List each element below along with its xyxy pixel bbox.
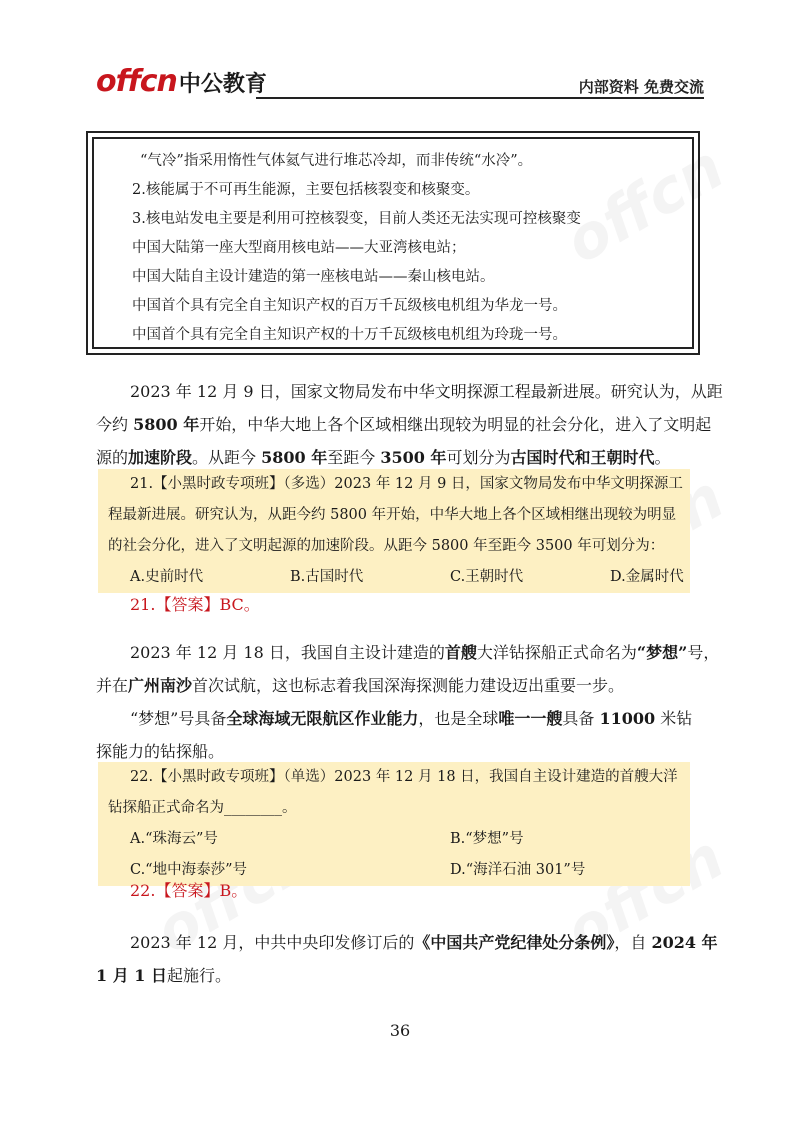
news-paragraph-3	[96, 926, 718, 992]
text-line: 探能力的钻探船。	[96, 742, 225, 761]
option-a[interactable]: A.“珠海云”号	[130, 831, 218, 847]
option-c[interactable]: C.“地中海泰莎”号	[130, 862, 248, 878]
option-b[interactable]: B.“梦想”号	[450, 831, 524, 847]
header-rule	[256, 97, 704, 99]
option-d[interactable]: D.“海洋石油 301”号	[450, 862, 586, 878]
text-line: 2023 年 12 月 18 日，我国自主设计建造的首艘大洋钻探船正式命名为“梦想”号，	[130, 643, 720, 662]
text-line: 今约 5800 年开始，中华大地上各个区域相继出现较为明显的社会分化，进入了文明起	[96, 415, 712, 434]
question-text: 程最新进展。研究认为，从距今约 5800 年开始，中华大地上各个区域相继出现较为明显	[108, 507, 677, 523]
news-paragraph-2	[96, 636, 720, 768]
question-options	[98, 562, 690, 593]
question-22	[98, 762, 690, 886]
header-note: 内部资料 免费交流	[578, 78, 704, 96]
question-text: 21.【小黑时政专项班】（多选）2023 年 12 月 9 日，国家文物局发布中华文明探源工	[130, 476, 683, 492]
question-options	[98, 824, 690, 855]
question-21	[98, 469, 690, 593]
option-d[interactable]: D.金属时代	[610, 569, 684, 585]
option-b[interactable]: B.古国时代	[290, 569, 364, 585]
text-line: 2023 年 12 月，中共中央印发修订后的《中国共产党纪律处分条例》，自 2024 年	[130, 933, 718, 952]
news-paragraph-1	[96, 375, 723, 474]
question-text: 钻探船正式命名为________。	[108, 800, 297, 816]
box-line: 中国大陆自主设计建造的第一座核电站——秦山核电站。	[132, 269, 495, 285]
question-text: 22.【小黑时政专项班】（单选）2023 年 12 月 18 日，我国自主设计建造的首艘大洋	[130, 769, 678, 785]
logo-en: offcn	[96, 64, 177, 99]
knowledge-box-inner	[92, 137, 694, 349]
question-text: 的社会分化，进入了文明起源的加速阶段。从距今 5800 年至距今 3500 年可划分为：	[108, 538, 665, 554]
logo-cn: 中公教育	[178, 72, 267, 97]
box-line: “气冷”指采用惰性气体氦气进行堆芯冷却，而非传统“水冷”。	[140, 153, 533, 169]
answer-21: 21.【答案】BC。	[130, 595, 260, 614]
box-line: 中国首个具有完全自主知识产权的百万千瓦级核电机组为华龙一号。	[132, 298, 567, 314]
knowledge-box	[86, 131, 700, 355]
page-number: 36	[389, 1021, 411, 1040]
answer-22: 22.【答案】B。	[130, 881, 248, 900]
text-line: 源的加速阶段。从距今 5800 年至距今 3500 年可划分为古国时代和王朝时代。	[96, 448, 671, 467]
box-line: 2.核能属于不可再生能源，主要包括核裂变和核聚变。	[132, 182, 480, 198]
text-line: 1 月 1 日起施行。	[96, 966, 231, 985]
option-a[interactable]: A.史前时代	[130, 569, 204, 585]
option-c[interactable]: C.王朝时代	[450, 569, 524, 585]
text-line: “梦想”号具备全球海域无限航区作业能力，也是全球唯一一艘具备 11000 米钻	[130, 709, 693, 728]
text-line: 2023 年 12 月 9 日，国家文物局发布中华文明探源工程最新进展。研究认为，从距	[130, 382, 723, 401]
text-line: 并在广州南沙首次试航，这也标志着我国深海探测能力建设迈出重要一步。	[96, 676, 625, 695]
page-header	[96, 62, 704, 102]
box-line: 3.核电站发电主要是利用可控核裂变，目前人类还无法实现可控核聚变	[132, 211, 581, 227]
box-line: 中国大陆第一座大型商用核电站——大亚湾核电站；	[132, 240, 466, 256]
brand-logo	[96, 64, 267, 98]
box-line: 中国首个具有完全自主知识产权的十万千瓦级核电机组为玲珑一号。	[132, 327, 567, 343]
